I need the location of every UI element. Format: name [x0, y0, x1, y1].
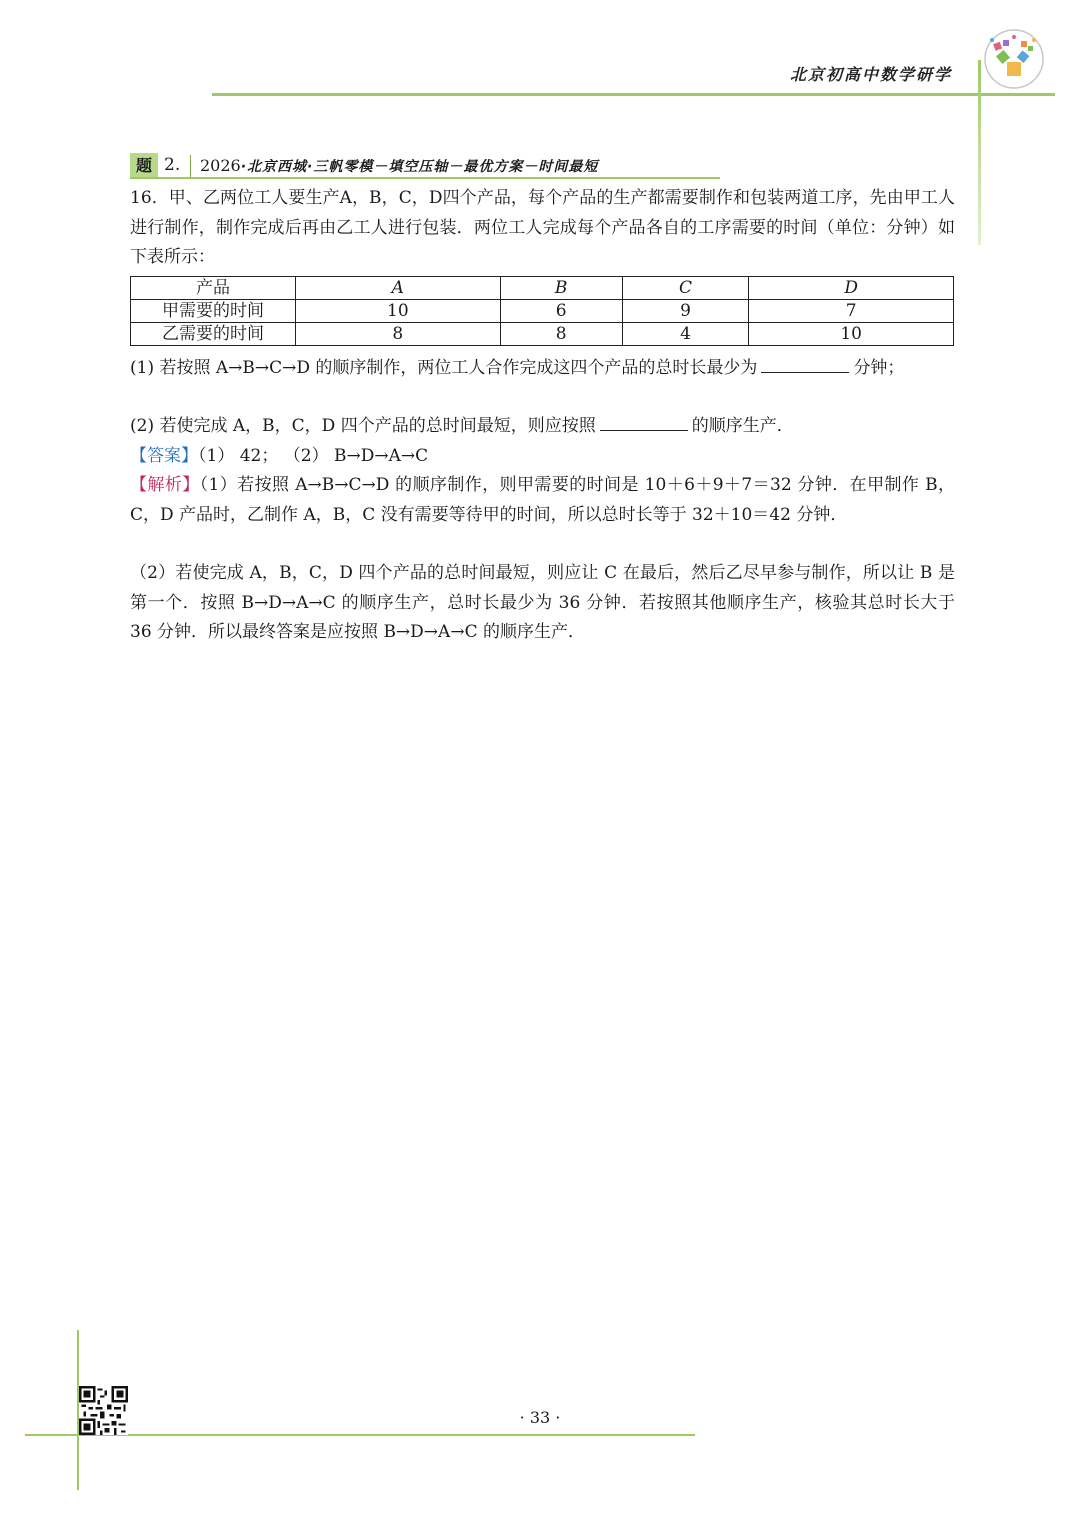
- sub-question-2: [130, 412, 955, 442]
- table-cell: 8: [296, 323, 501, 346]
- question-source-tags: ·北京西城·三帆零模－填空压轴－最优方案－时间最短: [240, 159, 599, 175]
- table-row: [131, 323, 954, 346]
- table-header-row: [131, 277, 954, 300]
- analysis-part-1-text: （1）若按照 A→B→C→D 的顺序制作，则甲需要的时间是 10＋6＋9＋7＝32 分钟．在甲制作 B，C，D 产品时，乙制作 A，B，C 没有需要等待甲的时间，所以总时长等于 32＋10＝42 分钟．: [130, 475, 956, 525]
- header-title: 北京初高中数学研学: [790, 65, 953, 84]
- table-row-label: 甲需要的时间: [131, 300, 296, 323]
- answer-label: 【答案】: [130, 446, 198, 466]
- table-header-cell: A: [296, 277, 501, 300]
- table-header-cell: D: [749, 277, 954, 300]
- analysis-label: 【解析】: [130, 475, 200, 495]
- time-table: [130, 276, 954, 346]
- pythagoras-tree-logo-icon: [983, 28, 1045, 90]
- table-cell: 10: [749, 323, 954, 346]
- table-cell: 8: [500, 323, 622, 346]
- question-source: [200, 156, 598, 176]
- question-number: 2.: [164, 155, 181, 175]
- analysis-part-1: [130, 471, 955, 530]
- table-cell: 4: [622, 323, 749, 346]
- question-header-underline: [130, 177, 720, 179]
- question-header: [130, 153, 720, 179]
- answer-blank-1: [761, 354, 849, 373]
- analysis-part-2: （2）若使完成 A，B，C，D 四个产品的总时间最短，则应让 C 在最后，然后乙尽早参与制作，所以让 B 是第一个．按照 B→D→A→C 的顺序生产，总时长最少为 36 分钟．若按照其他顺序生产，核验其总时长大于 36 分钟．所以最终答案是应按照 B→D→A→C 的顺序生产．: [130, 563, 955, 642]
- right-margin-rule: [978, 60, 981, 245]
- answer-blank-2: [600, 412, 688, 431]
- qr-code-icon: [79, 1386, 128, 1435]
- question-year: 2026: [200, 156, 241, 175]
- table-cell: 7: [749, 300, 954, 323]
- table-row: [131, 300, 954, 323]
- question-divider: [190, 155, 191, 177]
- page-number: · 33 ·: [519, 1408, 561, 1427]
- sub-question-1: [130, 354, 955, 384]
- table-row-label: 乙需要的时间: [131, 323, 296, 346]
- question-stem: 16．甲、乙两位工人要生产A，B，C，D四个产品，每个产品的生产都需要制作和包装两道工序，先由甲工人进行制作，制作完成后再由乙工人进行包装．两位工人完成每个产品各自的工序需要的时间（单位：分钟）如下表所示：: [130, 188, 955, 267]
- table-header-cell: B: [500, 277, 622, 300]
- table-header-cell: 产品: [131, 277, 296, 300]
- header-rule: [212, 93, 1055, 96]
- question-tag: 题: [130, 153, 158, 178]
- table-cell: 9: [622, 300, 749, 323]
- table-cell: 6: [500, 300, 622, 323]
- table-header-cell: C: [622, 277, 749, 300]
- sub-question-1-unit: 分钟；: [853, 358, 905, 378]
- answer-text: （1） 42； （2） B→D→A→C: [198, 446, 429, 466]
- sub-question-1-text: (1) 若按照 A→B→C→D 的顺序制作，两位工人合作完成这四个产品的总时长最少为: [130, 358, 758, 378]
- sub-question-2-text: (2) 若使完成 A，B，C，D 四个产品的总时间最短，则应按照: [130, 416, 596, 436]
- table-cell: 10: [296, 300, 501, 323]
- sub-question-2-tail: 的顺序生产．: [691, 416, 794, 436]
- answer-line: [130, 442, 955, 472]
